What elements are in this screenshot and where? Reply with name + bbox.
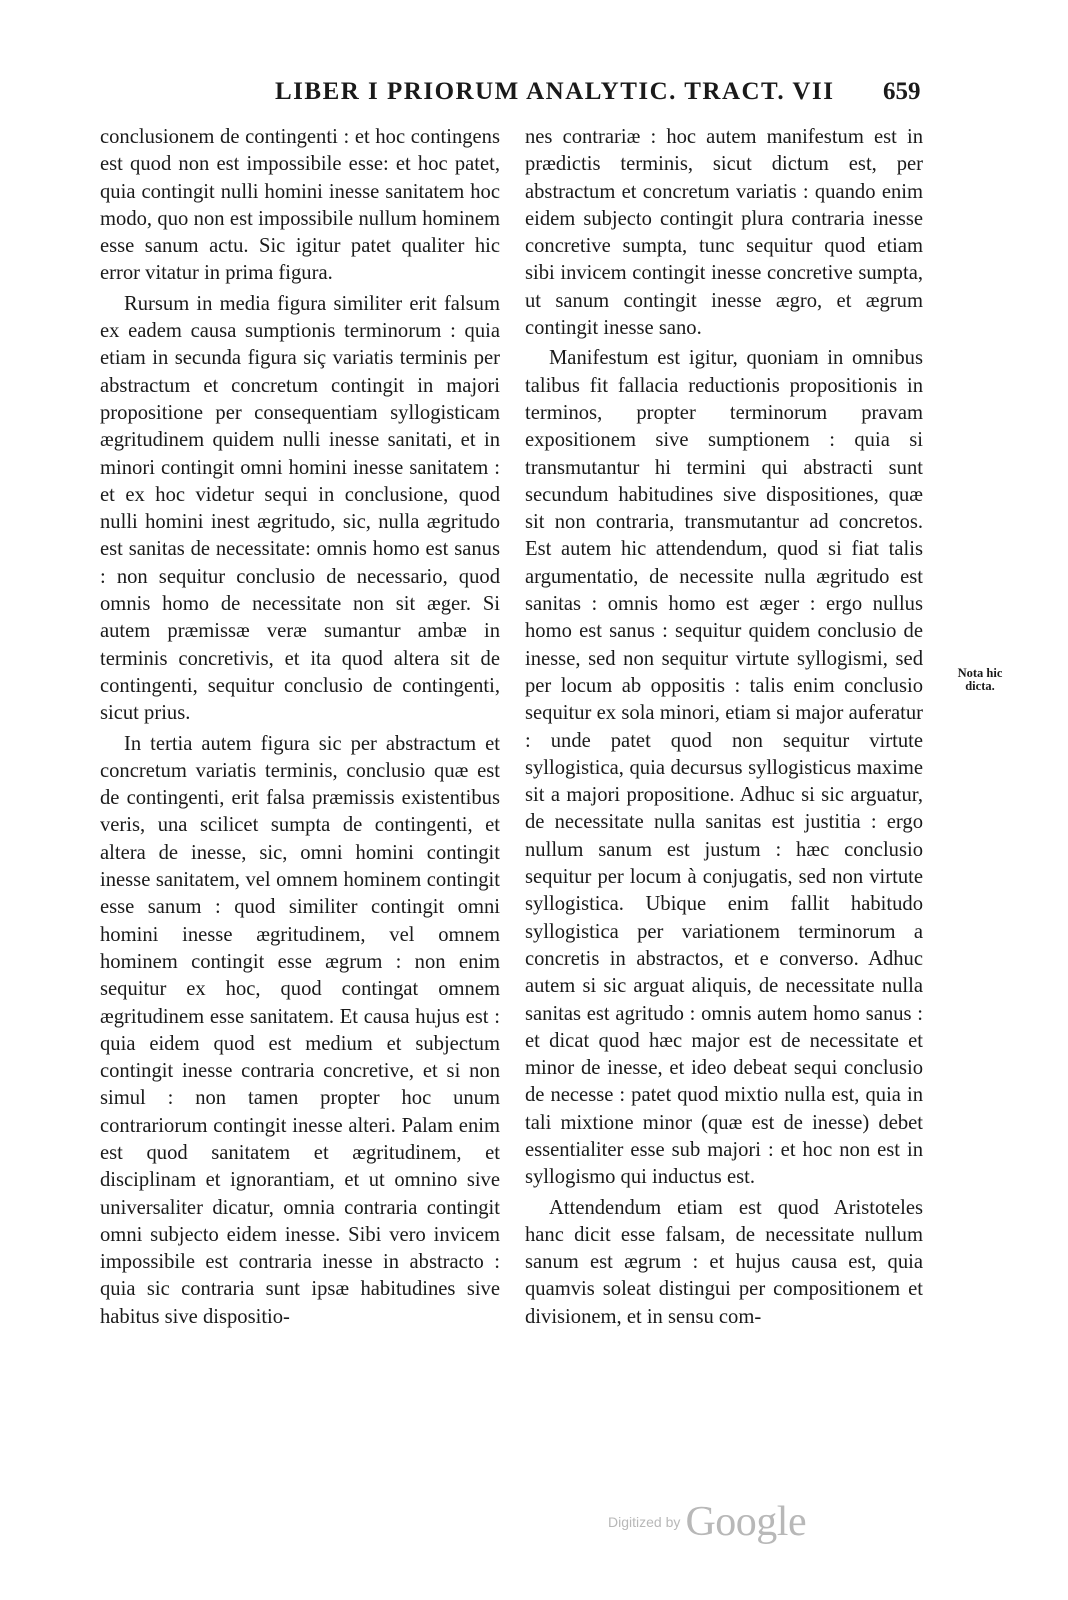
left-paragraph-1: conclusionem de contingenti : et hoc contingens est quod non est impossibile esse: et hoc patet, quia contingit nulli homini inesse sanitatem hoc modo, quo non est impossibile nullum hominem esse sanum actu. Sic igitur patet qualiter hic error vitatur in prima figura. xyxy=(100,126,500,285)
google-logo-icon: Google xyxy=(685,1499,807,1545)
margin-note-line-1: Nota hic xyxy=(957,666,1003,680)
margin-note-line-2: dicta. xyxy=(965,679,995,693)
right-paragraph-3: Attendendum etiam est quod Aristoteles hanc dicit esse falsam, de necessitate nullum sanum est ægrum : et hujus causa est, quia quamvis soleat distingui per compositionem et divisionem, et in sensu com- xyxy=(525,1196,923,1328)
watermark-prefix: Digitized by xyxy=(608,1514,681,1530)
right-paragraph-1: nes contrariæ : hoc autem manifestum est in prædictis terminis, sicut dictum est, per abstractum et concretum variatis : quando enim eidem subjecto contingit plura contraria inesse concretive sumpta, tunc sequitur quod etiam sibi invicem contingit inesse concretive sumpta, ut sanum contingit inesse ægro, et ægrum contingit inesse sano. xyxy=(525,126,923,340)
left-column xyxy=(100,124,500,1331)
page-header xyxy=(0,78,1068,118)
digitized-watermark xyxy=(608,1498,806,1548)
running-title: LIBER I PRIORUM ANALYTIC. TRACT. VII xyxy=(275,78,835,105)
left-paragraph-3: In tertia autem figura sic per abstractum et concretum variatis terminis, conclusio quæ est de contingenti, erit falsa præmissis existentibus veris, una scilicet sumpta de contingenti, et altera de inesse, sic, omni homini contingit inesse sanitatem, vel omnem hominem contingit esse sanum : quod similiter contingit omni homini inesse ægritudinem, vel omnem hominem contingit esse ægrum : non enim sequitur ex hoc, quod contingat omnem ægritudinem esse sanitatem. Et causa hujus est : quia eidem quod est medium et subjectum contingit inesse contraria concretive, et si non simul : non tamen propter hoc unum contrariorum contingit inesse alteri. Palam enim est quod sanitatem et ægritudinem, et disciplinam et ignorantiam, et ut omnino sive universaliter dicatur, omnia contraria contingit omni subjecto eidem inesse. Sibi vero invicem impossibile est contraria inesse in abstracto : quia sic contraria sunt ipsæ habitudines sive habitus sive dispositio- xyxy=(100,732,500,1328)
page-number: 659 xyxy=(883,78,921,105)
right-paragraph-2: Manifestum est igitur, quoniam in omnibus talibus fit fallacia reductionis propositionis in terminos, propter terminorum pravam expositionem sive sumptionem : quia si transmutantur hi termini qui abstracti sunt secundum habitudines sive dispositiones, quæ sit non contraria, transmutantur ad concretos. Est autem hic attendendum, quod si fiat talis argumentatio, de necessite nulla ægritudo est sanitas : omnis homo est æger : ergo nullus homo est sanus : sequitur quidem conclusio de inesse, sed non sequitur virtute syllogismi, sed per locum ab oppositis : talis enim conclusio sequitur ex sola minori, etiam si major auferatur : unde patet quod non sequitur virtute syllogistica, quia decursus syllogisticus maxime sit a majori propositione. Adhuc si sic arguatur, de necessitate nulla sanitas est justitia : ergo nullum sanum est justum : hæc conclusio sequitur per locum à conjugatis, sed non virtute syllogistica. Ubique enim fallit habitudo syllogistica per variationem terminorum a concretis in abstractos, et e converso. Adhuc autem si sic arguat aliquis, de necessitate nulla sanitas est agritudo : omnis autem homo sanus : et dicat quod hæc major est de necessitate et minor de inesse, et ideo debeat sequi conclusio de necesse : patet quod mixtio nulla est, quia in tali mixtione minor (quæ est de inesse) debet essentialiter esse sub majori : et hoc non est in syllogismo qui inductus est. xyxy=(525,347,923,1189)
left-paragraph-2: Rursum in media figura similiter erit falsum ex eadem causa sumptionis terminorum : quia etiam in secunda figura siç variatis terminis per abstractum et concretum contingit in majori propositione per consequentiam syllogisticam ægritudinem quidem nulli inesse sanitati, et in minori contingit omni homini inesse sanitatem : et ex hoc videtur sequi in conclusione, quod nulli homini inest ægritudo, sic, nulla ægritudo est sanitas de necessitate: omnis homo est sanus : non sequitur conclusio de necessario, quod omnis homo de necessitate non sit æger. Si autem præmissæ veræ sumantur ambæ in terminis concretivis, et ita quod altera sit de contingenti, sequitur conclusio de contingenti, sicut prius. xyxy=(100,292,500,725)
right-column xyxy=(525,124,923,1331)
margin-note xyxy=(940,667,1020,693)
